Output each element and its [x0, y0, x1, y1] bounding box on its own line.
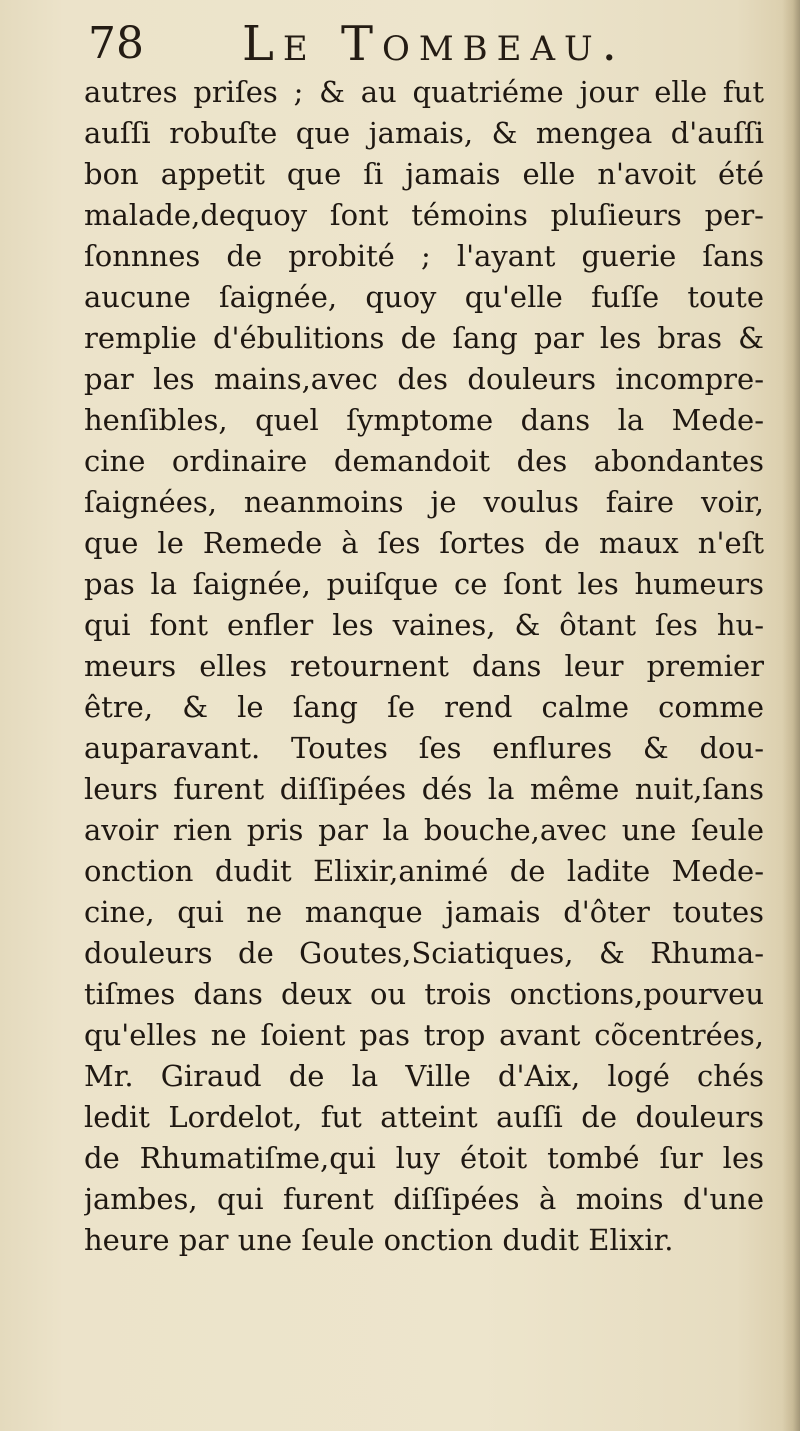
text-line: avoir rien pris par la bouche,avec une ſeule — [84, 813, 764, 847]
text-line: qu'elles ne ſoient pas trop avant cõcentrées, — [84, 1018, 764, 1052]
text-line: qui font enfler les vaines, & ôtant ſes hu- — [84, 608, 764, 642]
body-text — [84, 72, 764, 1261]
text-line: auparavant. Toutes ſes enflures & dou- — [84, 731, 764, 765]
text-line: malade,dequoy ſont témoins pluſieurs per- — [84, 198, 764, 232]
text-line: meurs elles retournent dans leur premier — [84, 649, 764, 683]
text-line: cine, qui ne manque jamais d'ôter toutes — [84, 895, 764, 929]
text-line: bon appetit que ſi jamais elle n'avoit été — [84, 157, 764, 191]
text-line: tiſmes dans deux ou trois onctions,pourveu — [84, 977, 764, 1011]
text-line: être, & le ſang ſe rend calme comme — [84, 690, 764, 724]
text-line: heure par une ſeule onction dudit Elixir. — [84, 1223, 674, 1257]
text-line: autres priſes ; & au quatriéme jour elle fut — [84, 75, 764, 109]
text-line: remplie d'ébulitions de ſang par les bras & — [84, 321, 764, 355]
page-header — [84, 14, 764, 74]
text-line: onction dudit Elixir,animé de ladite Mede- — [84, 854, 764, 888]
text-line: de Rhumatiſme,qui luy étoit tombé ſur les — [84, 1141, 764, 1175]
text-line: aucune ſaignée, quoy qu'elle fuſſe toute — [84, 280, 764, 314]
text-line: que le Remede à ſes ſortes de maux n'eſt — [84, 526, 764, 560]
text-line: cine ordinaire demandoit des abondantes — [84, 444, 764, 478]
text-line: par les mains,avec des douleurs incompre- — [84, 362, 764, 396]
page-number: 78 — [88, 18, 144, 69]
running-title: Le Tombeau. — [242, 16, 626, 72]
text-line: pas la ſaignée, puiſque ce ſont les humeurs — [84, 567, 764, 601]
text-line: Mr. Giraud de la Ville d'Aix, logé chés — [84, 1059, 764, 1093]
text-line: leurs furent diſſipées dés la même nuit,ſans — [84, 772, 764, 806]
text-line: ledit Lordelot, fut atteint auſſi de douleurs — [84, 1100, 764, 1134]
text-line: ſonnnes de probité ; l'ayant guerie ſans — [84, 239, 764, 273]
text-line: henſibles, quel ſymptome dans la Mede- — [84, 403, 764, 437]
text-line: ſaignées, neanmoins je voulus faire voir, — [84, 485, 764, 519]
text-line: jambes, qui furent diſſipées à moins d'une — [84, 1182, 764, 1216]
text-line: auſſi robuſte que jamais, & mengea d'auſſi — [84, 116, 764, 150]
text-line: douleurs de Goutes,Sciatiques, & Rhuma- — [84, 936, 764, 970]
